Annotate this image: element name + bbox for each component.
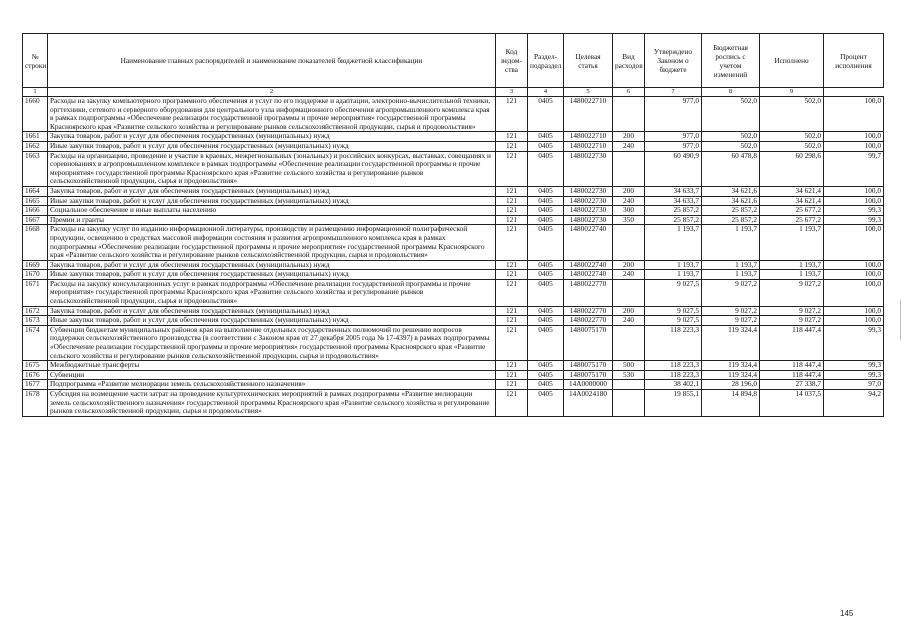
row-name: Премии и гранты — [48, 215, 496, 225]
row-percent: 100,0 — [824, 186, 884, 196]
row-target: 14А0000000 — [564, 380, 613, 390]
table-header-row — [23, 34, 884, 88]
table-row — [23, 370, 884, 380]
row-expense-type — [613, 225, 645, 260]
row-number: 1668 — [23, 225, 48, 260]
row-name: Закупка товаров, работ и услуг для обеспечения государственных (муниципальных) нужд — [48, 306, 496, 316]
row-number: 1672 — [23, 306, 48, 316]
row-approved: 118 223,3 — [645, 370, 702, 380]
row-expense-type: 240 — [613, 141, 645, 151]
row-expense-type — [613, 151, 645, 186]
column-number-row — [23, 88, 884, 97]
row-target: 1480022730 — [564, 206, 613, 216]
row-approved: 9 027,5 — [645, 279, 702, 306]
row-name: Иные закупки товаров, работ и услуг для обеспечения государственных (муниципальных) нужд — [48, 316, 496, 326]
row-section: 0405 — [528, 260, 564, 270]
row-executed: 118 447,4 — [760, 325, 824, 360]
row-budget-list: 502,0 — [702, 141, 760, 151]
row-number: 1671 — [23, 279, 48, 306]
row-approved: 977,0 — [645, 141, 702, 151]
table-row — [23, 380, 884, 390]
row-target: 1480075170 — [564, 361, 613, 371]
row-dept-code: 121 — [496, 361, 528, 371]
row-percent: 100,0 — [824, 270, 884, 280]
table-row — [23, 141, 884, 151]
table-row — [23, 361, 884, 371]
row-name: Субсидия на возмещение части затрат на проведение культуртехнических мероприятий в рамках подпрограммы «Развитие мелиорации земель сельскохозяйственного назначения» государственной программы Красноярского края «Развитие сельского хозяйства и регулирование рынков сельскохозяйственной продукции, сырья и продовольствия» — [48, 390, 496, 417]
row-dept-code: 121 — [496, 380, 528, 390]
row-percent: 99,3 — [824, 361, 884, 371]
row-budget-list: 502,0 — [702, 132, 760, 142]
row-percent: 99,7 — [824, 151, 884, 186]
table-row — [23, 132, 884, 142]
row-number: 1661 — [23, 132, 48, 142]
row-expense-type — [613, 325, 645, 360]
row-dept-code: 121 — [496, 225, 528, 260]
row-budget-list: 502,0 — [702, 97, 760, 132]
row-approved: 1 193,7 — [645, 225, 702, 260]
table-row — [23, 390, 884, 417]
header-executed: Исполнено — [760, 34, 824, 88]
row-percent: 99,3 — [824, 215, 884, 225]
row-target: 1480022770 — [564, 316, 613, 326]
table-row — [23, 215, 884, 225]
row-number: 1677 — [23, 380, 48, 390]
row-target: 1480022730 — [564, 151, 613, 186]
row-name: Межбюджетные трансферты — [48, 361, 496, 371]
row-budget-list: 119 324,4 — [702, 370, 760, 380]
column-number: 3 — [496, 88, 528, 97]
row-percent: 100,0 — [824, 260, 884, 270]
row-number: 1664 — [23, 186, 48, 196]
row-dept-code: 121 — [496, 141, 528, 151]
row-approved: 118 223,3 — [645, 361, 702, 371]
row-approved: 977,0 — [645, 97, 702, 132]
row-percent: 100,0 — [824, 279, 884, 306]
row-target: 1480022770 — [564, 279, 613, 306]
row-budget-list: 34 621,6 — [702, 186, 760, 196]
row-expense-type — [613, 390, 645, 417]
row-approved: 9 027,5 — [645, 306, 702, 316]
header-approved: Утверждено Законом о бюджете — [645, 34, 702, 88]
row-name: Иные закупки товаров, работ и услуг для обеспечения государственных (муниципальных) нужд — [48, 141, 496, 151]
row-target: 1480022730 — [564, 215, 613, 225]
row-number: 1676 — [23, 370, 48, 380]
header-dept-code: Код ведом-ства — [496, 34, 528, 88]
row-name: Социальное обеспечение и иные выплаты населению — [48, 206, 496, 216]
row-section: 0405 — [528, 141, 564, 151]
row-dept-code: 121 — [496, 306, 528, 316]
row-dept-code: 121 — [496, 270, 528, 280]
row-number: 1673 — [23, 316, 48, 326]
column-number: 8 — [702, 88, 760, 97]
row-executed: 60 298,6 — [760, 151, 824, 186]
row-section: 0405 — [528, 186, 564, 196]
row-dept-code: 121 — [496, 260, 528, 270]
row-dept-code: 121 — [496, 325, 528, 360]
row-executed: 1 193,7 — [760, 270, 824, 280]
row-section: 0405 — [528, 370, 564, 380]
row-executed: 34 621,4 — [760, 196, 824, 206]
header-expense-type: Вид расходов — [613, 34, 645, 88]
row-budget-list: 1 193,7 — [702, 225, 760, 260]
row-dept-code: 121 — [496, 132, 528, 142]
row-dept-code: 121 — [496, 390, 528, 417]
row-target: 1480022710 — [564, 97, 613, 132]
row-section: 0405 — [528, 132, 564, 142]
row-target: 1480022730 — [564, 186, 613, 196]
row-section: 0405 — [528, 279, 564, 306]
table-row — [23, 97, 884, 132]
row-executed: 25 677,2 — [760, 215, 824, 225]
row-target: 1480022710 — [564, 141, 613, 151]
row-expense-type: 300 — [613, 206, 645, 216]
row-executed: 14 037,5 — [760, 390, 824, 417]
row-approved: 1 193,7 — [645, 260, 702, 270]
header-row-no: № строки — [23, 34, 48, 88]
column-number: 4 — [528, 88, 564, 97]
row-executed: 502,0 — [760, 97, 824, 132]
row-section: 0405 — [528, 196, 564, 206]
row-expense-type: 240 — [613, 316, 645, 326]
row-name: Закупка товаров, работ и услуг для обеспечения государственных (муниципальных) нужд — [48, 132, 496, 142]
row-target: 1480075170 — [564, 325, 613, 360]
row-percent: 100,0 — [824, 141, 884, 151]
table-row — [23, 206, 884, 216]
row-percent: 100,0 — [824, 316, 884, 326]
row-name: Иные закупки товаров, работ и услуг для обеспечения государственных (муниципальных) нужд — [48, 196, 496, 206]
row-name: Иные закупки товаров, работ и услуг для обеспечения государственных (муниципальных) нужд — [48, 270, 496, 280]
row-executed: 9 027,2 — [760, 306, 824, 316]
row-target: 1480075170 — [564, 370, 613, 380]
row-budget-list: 119 324,4 — [702, 325, 760, 360]
table-body — [23, 97, 884, 417]
row-approved: 34 633,7 — [645, 196, 702, 206]
row-percent: 97,0 — [824, 380, 884, 390]
header-percent: Процент исполнения — [824, 34, 884, 88]
row-budget-list: 9 027,2 — [702, 316, 760, 326]
row-executed: 9 027,2 — [760, 279, 824, 306]
table-row — [23, 225, 884, 260]
row-percent: 100,0 — [824, 196, 884, 206]
header-section: Раздел-подраздел — [528, 34, 564, 88]
row-expense-type: 530 — [613, 370, 645, 380]
row-target: 1480022740 — [564, 225, 613, 260]
row-percent: 99,3 — [824, 206, 884, 216]
row-budget-list: 28 196,0 — [702, 380, 760, 390]
row-executed: 502,0 — [760, 141, 824, 151]
row-executed: 25 677,2 — [760, 206, 824, 216]
row-dept-code: 121 — [496, 151, 528, 186]
row-expense-type: 200 — [613, 306, 645, 316]
header-budget-list: Бюджетная роспись с учетом изменений — [702, 34, 760, 88]
row-section: 0405 — [528, 97, 564, 132]
page-number: 145 — [840, 609, 854, 618]
row-budget-list: 1 193,7 — [702, 270, 760, 280]
table-row — [23, 306, 884, 316]
column-number: 9 — [760, 88, 824, 97]
row-target: 1480022740 — [564, 260, 613, 270]
row-dept-code: 121 — [496, 370, 528, 380]
row-expense-type — [613, 97, 645, 132]
row-expense-type — [613, 380, 645, 390]
row-name: Закупка товаров, работ и услуг для обеспечения государственных (муниципальных) нужд — [48, 260, 496, 270]
table-row — [23, 186, 884, 196]
row-number: 1660 — [23, 97, 48, 132]
row-name: Подпрограмма «Развитие мелиорации земель сельскохозяйственного назначения» — [48, 380, 496, 390]
table-row — [23, 325, 884, 360]
budget-execution-table — [22, 33, 884, 417]
row-approved: 38 402,1 — [645, 380, 702, 390]
row-executed: 9 027,2 — [760, 316, 824, 326]
row-approved: 25 857,2 — [645, 215, 702, 225]
row-name: Субвенции бюджетам муниципальных районов края на выполнение отдельных государственных полномочий по решению вопросов поддержки сельскохозяйственного производства (в соответствии с Законом края от 27 декабря 2005 года № 17-4397) в рамках подпрограммы «Обеспечение реализации государственной программы и прочие мероприятия» государственной программы Красноярского края «Развитие сельского хозяйства и регулирование рынков сельскохозяйственной продукции, сырья и продовольствия» — [48, 325, 496, 360]
row-expense-type: 200 — [613, 132, 645, 142]
row-section: 0405 — [528, 225, 564, 260]
row-percent: 99,3 — [824, 325, 884, 360]
row-number: 1678 — [23, 390, 48, 417]
row-section: 0405 — [528, 361, 564, 371]
row-target: 1480022730 — [564, 196, 613, 206]
row-dept-code: 121 — [496, 279, 528, 306]
row-executed: 502,0 — [760, 132, 824, 142]
row-number: 1670 — [23, 270, 48, 280]
row-approved: 25 857,2 — [645, 206, 702, 216]
row-number: 1674 — [23, 325, 48, 360]
row-budget-list: 34 621,6 — [702, 196, 760, 206]
row-dept-code: 121 — [496, 186, 528, 196]
row-approved: 977,0 — [645, 132, 702, 142]
row-number: 1667 — [23, 215, 48, 225]
scan-edge-mark — [900, 300, 901, 340]
row-dept-code: 121 — [496, 215, 528, 225]
row-target: 1480022740 — [564, 270, 613, 280]
row-approved: 1 193,7 — [645, 270, 702, 280]
row-expense-type: 240 — [613, 270, 645, 280]
row-expense-type: 200 — [613, 260, 645, 270]
row-target: 1480022710 — [564, 132, 613, 142]
row-expense-type: 240 — [613, 196, 645, 206]
header-target: Целевая статья — [564, 34, 613, 88]
row-section: 0405 — [528, 215, 564, 225]
row-number: 1662 — [23, 141, 48, 151]
row-percent: 100,0 — [824, 225, 884, 260]
row-dept-code: 121 — [496, 206, 528, 216]
header-name: Наименование главных распорядителей и наименование показателей бюджетной классификации — [48, 34, 496, 88]
row-target: 1480022770 — [564, 306, 613, 316]
row-name: Расходы на закупку компьютерного программного обеспечения и услуг по его поддержке и адаптации, электронно-вычислительной техники, оргтехники, сетевого и серверного оборудования для центрального узла информационного обеспечения агропромышленного комплекса края в рамках подпрограммы «Обеспечение реализации государственной программы и прочие мероприятия» государственной программы Красноярского края «Развитие сельского хозяйства и регулирование рынков сельскохозяйственной продукции, сырья и продовольствия» — [48, 97, 496, 132]
row-budget-list: 25 857,2 — [702, 215, 760, 225]
row-section: 0405 — [528, 306, 564, 316]
row-executed: 118 447,4 — [760, 370, 824, 380]
row-number: 1665 — [23, 196, 48, 206]
row-percent: 100,0 — [824, 132, 884, 142]
row-approved: 34 633,7 — [645, 186, 702, 196]
row-executed: 1 193,7 — [760, 260, 824, 270]
row-number: 1666 — [23, 206, 48, 216]
table-row — [23, 151, 884, 186]
row-budget-list: 119 324,4 — [702, 361, 760, 371]
row-expense-type — [613, 279, 645, 306]
row-dept-code: 121 — [496, 196, 528, 206]
row-target: 14А0024180 — [564, 390, 613, 417]
row-section: 0405 — [528, 270, 564, 280]
row-name: Расходы на закупку консультационных услуг в рамках подпрограммы «Обеспечение реализации государственной программы и прочие мероприятия» государственной программы Красноярского края «Развитие сельского хозяйства и регулирование рынков сельскохозяйственной продукции, сырья и продовольствия» — [48, 279, 496, 306]
row-section: 0405 — [528, 380, 564, 390]
budget-execution-table-sheet — [22, 33, 883, 417]
row-section: 0405 — [528, 316, 564, 326]
row-approved: 9 027,5 — [645, 316, 702, 326]
column-number: 1 — [23, 88, 48, 97]
table-row — [23, 316, 884, 326]
row-executed: 118 447,4 — [760, 361, 824, 371]
row-budget-list: 9 027,2 — [702, 279, 760, 306]
column-number: 7 — [645, 88, 702, 97]
row-percent: 100,0 — [824, 97, 884, 132]
table-row — [23, 270, 884, 280]
row-expense-type: 200 — [613, 186, 645, 196]
row-name: Расходы на организацию, проведение и участие в краевых, межрегиональных (зональных) и российских конкурсах, выставках, совещаниях и соревнованиях в агропромышленном комплексе в рамках подпрограммы «Обеспечение реализации государственной программы и прочие мероприятия» государственной программы Красноярского края «Развитие сельского хозяйства и регулирование рынков сельскохозяйственной продукции, сырья и продовольствия» — [48, 151, 496, 186]
row-expense-type: 350 — [613, 215, 645, 225]
row-percent: 99,3 — [824, 370, 884, 380]
row-dept-code: 121 — [496, 97, 528, 132]
row-budget-list: 25 857,2 — [702, 206, 760, 216]
row-approved: 118 223,3 — [645, 325, 702, 360]
column-number: 6 — [613, 88, 645, 97]
table-row — [23, 196, 884, 206]
row-section: 0405 — [528, 325, 564, 360]
row-section: 0405 — [528, 390, 564, 417]
row-budget-list: 60 478,8 — [702, 151, 760, 186]
row-number: 1669 — [23, 260, 48, 270]
row-section: 0405 — [528, 151, 564, 186]
row-number: 1663 — [23, 151, 48, 186]
row-executed: 34 621,4 — [760, 186, 824, 196]
row-budget-list: 1 193,7 — [702, 260, 760, 270]
row-name: Закупка товаров, работ и услуг для обеспечения государственных (муниципальных) нужд — [48, 186, 496, 196]
row-expense-type: 500 — [613, 361, 645, 371]
row-budget-list: 9 027,2 — [702, 306, 760, 316]
row-name: Субвенции — [48, 370, 496, 380]
row-approved: 19 855,1 — [645, 390, 702, 417]
row-executed: 27 338,7 — [760, 380, 824, 390]
row-section: 0405 — [528, 206, 564, 216]
row-percent: 94,2 — [824, 390, 884, 417]
row-number: 1675 — [23, 361, 48, 371]
row-budget-list: 14 894,8 — [702, 390, 760, 417]
row-dept-code: 121 — [496, 316, 528, 326]
column-number: 5 — [564, 88, 613, 97]
row-name: Расходы на закупку услуг по изданию информационной литературы, производству и размещению информационной полиграфической продукции, освещению в средствах массовой информации состояния и развития агропромышленного комплекса края в рамках подпрограммы «Обеспечение реализации государственной программы и прочие мероприятия» государственной программы Красноярского края «Развитие сельского хозяйства и регулирование рынков сельскохозяйственной продукции, сырья и продовольствия» — [48, 225, 496, 260]
table-row — [23, 260, 884, 270]
column-number: 2 — [48, 88, 496, 97]
row-executed: 1 193,7 — [760, 225, 824, 260]
row-percent: 100,0 — [824, 306, 884, 316]
row-approved: 60 490,9 — [645, 151, 702, 186]
table-row — [23, 279, 884, 306]
